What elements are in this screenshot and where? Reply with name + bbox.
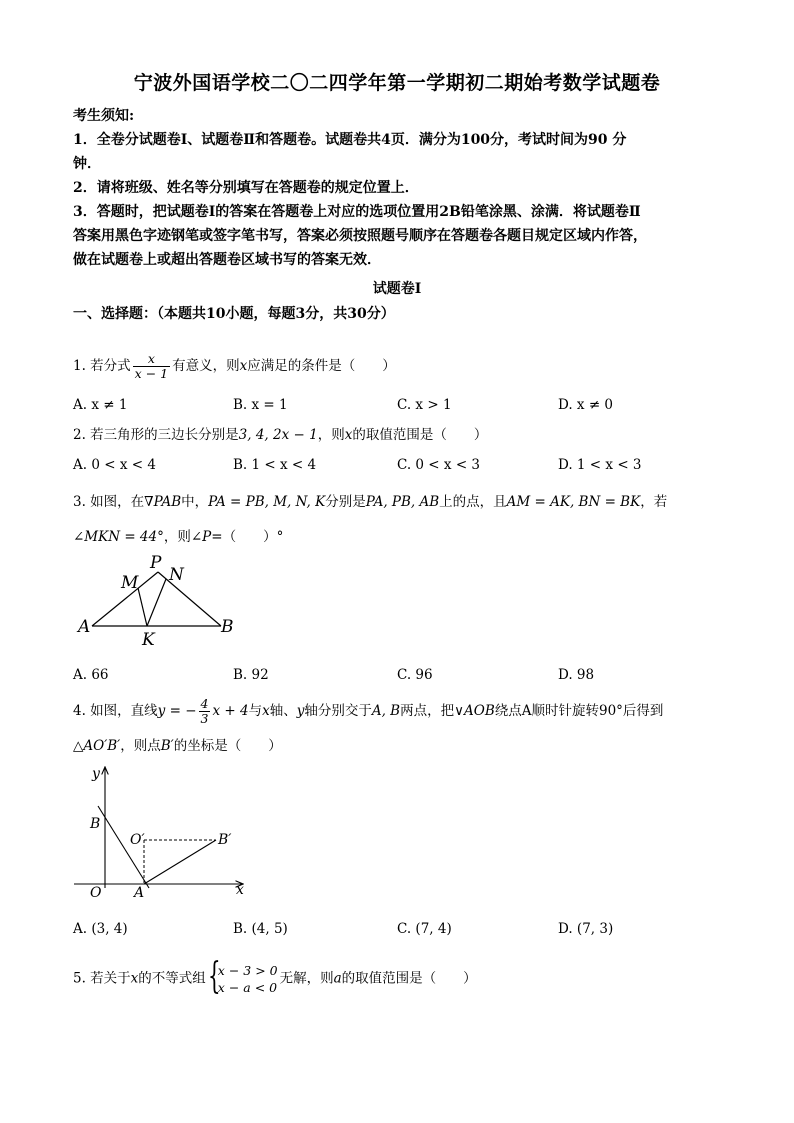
q4-option-c: C. (7, 4)	[397, 921, 452, 937]
notice-item: 3．答题时，把试题卷Ⅰ的答案在答题卷上对应的选项位置用2B铅笔涂黑、涂满．将试题卷Ⅱ	[73, 204, 641, 220]
notice-block	[73, 104, 733, 272]
question-4-line-1: 4. 如图，直线y = − $\frac{4}{3}$ x + 4与x轴、y轴分别交于A, B两点，把∨AOB绕点A顺时针旋转90°后得到	[73, 696, 664, 726]
q3-option-b: B. 92	[233, 667, 269, 683]
label-a: A	[134, 885, 145, 900]
label-b: B	[221, 617, 234, 637]
notice-item: 钟．	[73, 156, 101, 172]
segment-nk	[147, 579, 166, 626]
q4-option-a: A. (3, 4)	[73, 921, 128, 937]
label-x: x	[236, 882, 244, 898]
label-o: O	[90, 885, 102, 900]
q2-option-c: C. 0 < x < 3	[397, 457, 481, 473]
question-1: 1. 若分式 $\frac{x}{x - 1}$ 有意义，则x应满足的条件是（ ）	[73, 351, 396, 381]
segment-pb	[158, 572, 221, 626]
q4-option-d: D. (7, 3)	[558, 921, 614, 937]
page-title: 宁波外国语学校二〇二四学年第一学期初二期始考数学试题卷	[133, 72, 661, 94]
q1-option-b: B. x = 1	[233, 397, 288, 413]
q1-option-a: A. x ≠ 1	[73, 397, 128, 413]
label-n: N	[169, 565, 184, 585]
triangle-figure	[70, 550, 250, 650]
coordinate-figure	[70, 760, 260, 900]
section-title: 试题卷Ⅰ	[372, 281, 422, 297]
notice-item: 答案用黑色字迹钢笔或签字笔书写，答案必须按照题号顺序在答题卷各题目规定区域内作答，	[73, 228, 647, 244]
label-y: y	[92, 766, 100, 782]
segment-ab-prime	[144, 840, 216, 884]
part-title: 一、选择题：（本题共10小题，每题3分，共30分）	[73, 306, 395, 322]
notice-heading: 考生须知:	[73, 108, 135, 124]
q2-option-d: D. 1 < x < 3	[558, 457, 642, 473]
question-5: 5. 若关于x的不等式组 { x − 3 > 0 x − a < 0 无解，则a的取值范围是（ ）	[73, 956, 477, 997]
question-3-line-2: ∠MKN = 44°，则∠P=（ ）°	[73, 529, 284, 545]
fraction: $\frac{x}{x - 1}$	[134, 351, 169, 381]
inequality-system: { x − 3 > 0 x − a < 0	[207, 956, 278, 997]
question-3-line-1: 3. 如图，在∇PAB中，PA = PB, M, N, K分别是PA, PB, AB上的点，且AM = AK, BN = BK，若	[73, 494, 668, 510]
label-o-prime: O′	[130, 832, 145, 848]
q2-option-a: A. 0 < x < 4	[73, 457, 156, 473]
fraction: $\frac{4}{3}$	[200, 696, 209, 726]
notice-item: 1．全卷分试题卷Ⅰ、试题卷Ⅱ和答题卷。试题卷共4页．满分为100分，考试时间为90 分	[73, 132, 627, 148]
q1-option-d: D. x ≠ 0	[558, 397, 614, 413]
notice-item: 2．请将班级、姓名等分别填写在答题卷的规定位置上．	[73, 180, 419, 196]
label-b: B	[90, 816, 101, 832]
notice-item: 做在试题卷上或超出答题卷区域书写的答案无效．	[73, 252, 381, 268]
q4-option-b: B. (4, 5)	[233, 921, 288, 937]
label-p: P	[150, 553, 162, 573]
q3-option-d: D. 98	[558, 667, 595, 683]
question-2: 2. 若三角形的三边长分别是3, 4, 2x − 1，则x的取值范围是（ ）	[73, 427, 488, 443]
q3-option-c: C. 96	[397, 667, 433, 683]
label-b-prime: B′	[218, 832, 232, 848]
label-a: A	[78, 617, 91, 637]
segment-mk	[138, 588, 147, 626]
label-m: M	[121, 573, 139, 593]
label-k: K	[142, 630, 155, 650]
q2-option-b: B. 1 < x < 4	[233, 457, 317, 473]
question-4-line-2: △AO′B′，则点B′的坐标是（ ）	[73, 738, 282, 754]
q1-option-c: C. x > 1	[397, 397, 452, 413]
q3-option-a: A. 66	[73, 667, 109, 683]
